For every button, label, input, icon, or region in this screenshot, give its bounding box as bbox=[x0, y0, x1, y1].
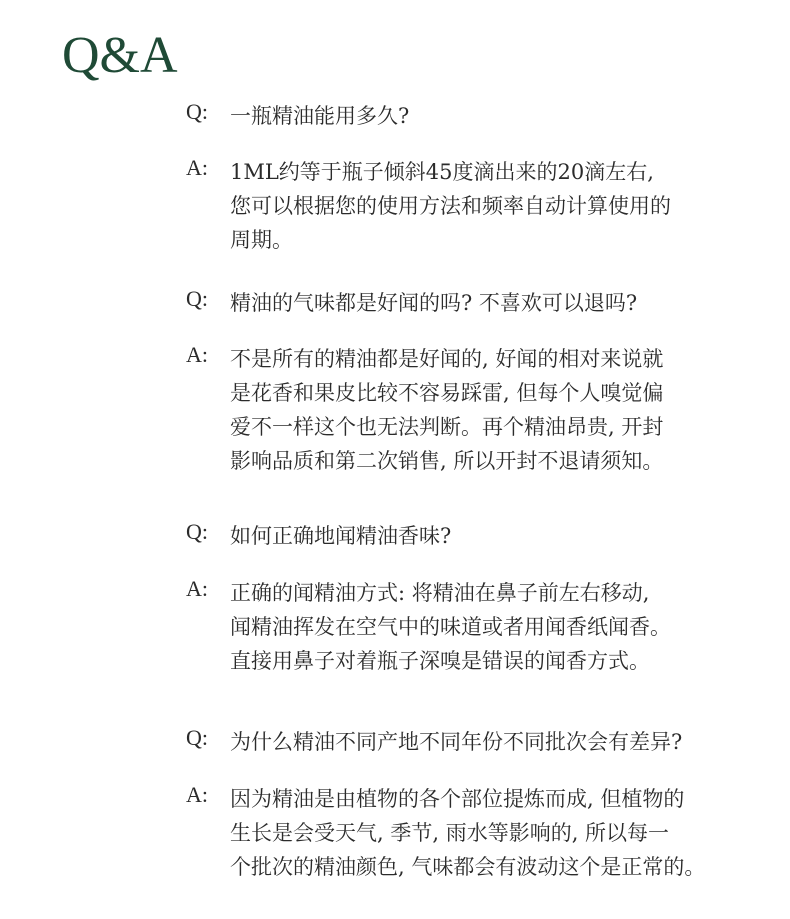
q-marker: Q: bbox=[186, 519, 208, 544]
answer-1-line-1: 1ML约等于瓶子倾斜45度滴出来的20滴左右, bbox=[230, 160, 654, 184]
answer-2-line-4: 影响品质和第二次销售, 所以开封不退请须知。 bbox=[230, 449, 664, 473]
question-1 bbox=[186, 99, 786, 133]
question-1-text: 一瓶精油能用多久? bbox=[230, 104, 410, 128]
page-title: Q&A bbox=[62, 27, 178, 84]
answer-4-line-1: 因为精油是由植物的各个部位提炼而成, 但植物的 bbox=[230, 787, 685, 811]
question-4-text: 为什么精油不同产地不同年份不同批次会有差异? bbox=[230, 730, 683, 754]
q-marker: Q: bbox=[186, 286, 208, 311]
answer-1 bbox=[186, 155, 786, 257]
question-3-text: 如何正确地闻精油香味? bbox=[230, 524, 452, 548]
answer-3 bbox=[186, 576, 786, 678]
a-marker: A: bbox=[186, 342, 208, 367]
answer-2-line-2: 是花香和果皮比较不容易踩雷, 但每个人嗅觉偏 bbox=[230, 381, 664, 405]
answer-1-line-3: 周期。 bbox=[230, 228, 293, 252]
a-marker: A: bbox=[186, 576, 208, 601]
answer-1-line-2: 您可以根据您的使用方法和频率自动计算使用的 bbox=[230, 194, 671, 218]
answer-4-line-3: 个批次的精油颜色, 气味都会有波动这个是正常的。 bbox=[230, 855, 706, 879]
question-2-text: 精油的气味都是好闻的吗? 不喜欢可以退吗? bbox=[230, 291, 638, 315]
a-marker: A: bbox=[186, 155, 208, 180]
answer-3-line-3: 直接用鼻子对着瓶子深嗅是错误的闻香方式。 bbox=[230, 649, 650, 673]
question-3 bbox=[186, 519, 786, 553]
answer-2 bbox=[186, 342, 786, 478]
answer-4 bbox=[186, 782, 786, 884]
answer-4-line-2: 生长是会受天气, 季节, 雨水等影响的, 所以每一 bbox=[230, 821, 670, 845]
q-marker: Q: bbox=[186, 725, 208, 750]
question-4 bbox=[186, 725, 786, 759]
answer-2-line-1: 不是所有的精油都是好闻的, 好闻的相对来说就 bbox=[230, 347, 664, 371]
question-2 bbox=[186, 286, 786, 320]
answer-3-line-2: 闻精油挥发在空气中的味道或者用闻香纸闻香。 bbox=[230, 615, 671, 639]
answer-2-line-3: 爱不一样这个也无法判断。再个精油昂贵, 开封 bbox=[230, 415, 664, 439]
a-marker: A: bbox=[186, 782, 208, 807]
answer-3-line-1: 正确的闻精油方式: 将精油在鼻子前左右移动, bbox=[230, 581, 650, 605]
q-marker: Q: bbox=[186, 99, 208, 124]
